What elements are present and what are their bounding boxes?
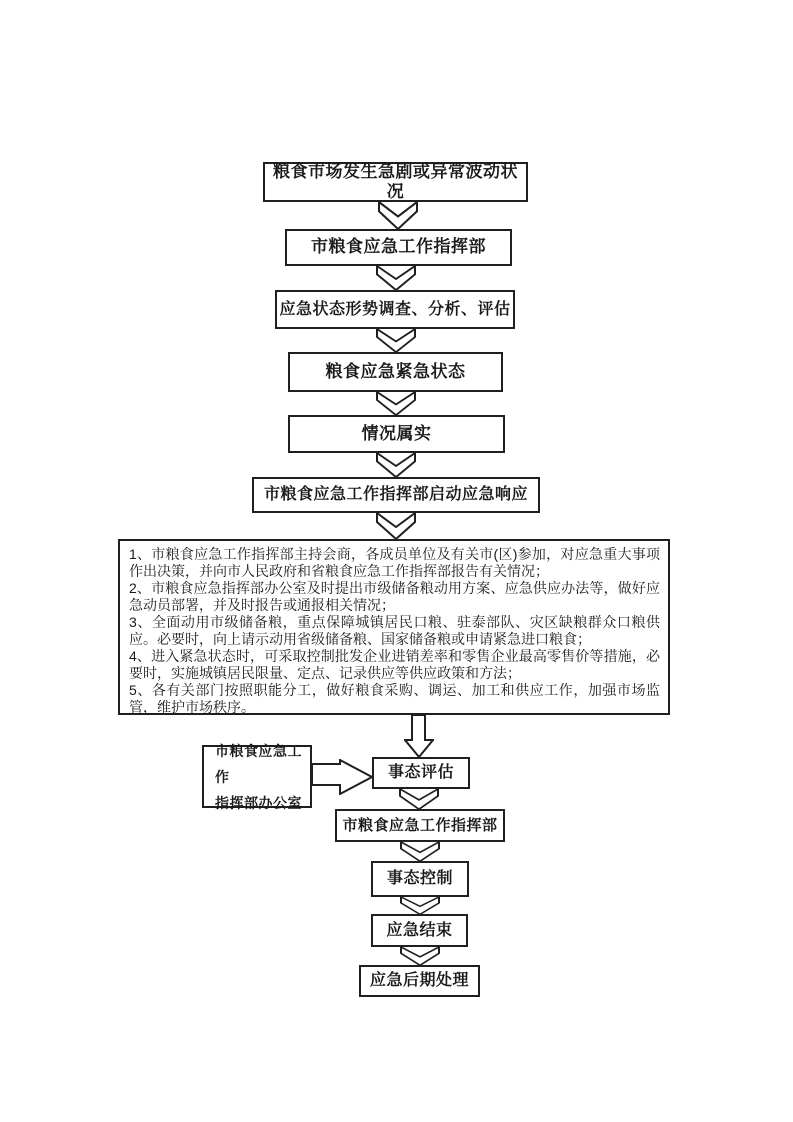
chevron-down-arrow-icon-7 <box>397 789 441 810</box>
chevron-down-arrow-icon-5 <box>374 453 418 478</box>
chevron-down-arrow-icon-9 <box>398 897 442 915</box>
flow-node-response-measures <box>118 539 670 715</box>
hq-office-line2: 指挥部办公室 <box>215 794 302 811</box>
measure-item-2: 2、市粮食应急指挥部办公室及时提出市级储备粮动用方案、应急供应办法等，做好应急动员部署，并及时报告或通报相关情况； <box>129 580 660 613</box>
hq-office-line1: 市粮食应急工作 <box>215 742 302 785</box>
flow-node-situation-evaluation: 事态评估 <box>372 757 470 789</box>
chevron-down-arrow-icon-6 <box>374 513 418 540</box>
chevron-down-arrow-icon-10 <box>398 947 442 966</box>
flow-node-situation-confirmed: 情况属实 <box>288 415 505 453</box>
chevron-down-arrow-icon-2 <box>374 266 418 291</box>
measure-item-5: 5、各有关部门按照职能分工，做好粮食采购、调运、加工和供应工作，加强市场监管，维护市场秩序。 <box>129 682 660 715</box>
flow-node-activate-response: 市粮食应急工作指挥部启动应急响应 <box>252 477 540 513</box>
chevron-down-arrow-icon-3 <box>374 329 418 353</box>
measure-item-3: 3、全面动用市级储备粮，重点保障城镇居民口粮、驻泰部队、灾区缺粮群众口粮供应。必要时，向上请示动用省级储备粮、国家储备粮或申请紧急进口粮食； <box>129 614 660 647</box>
block-down-arrow-icon <box>404 715 434 758</box>
measure-item-1: 1、市粮食应急工作指挥部主持会商，各成员单位及有关市(区)参加，对应急重大事项作出决策，并向市人民政府和省粮食应急工作指挥部报告有关情况； <box>129 546 660 579</box>
flow-node-command-hq: 市粮食应急工作指挥部 <box>285 229 512 266</box>
flow-node-hq-office <box>202 742 312 811</box>
flow-node-post-processing: 应急后期处理 <box>359 965 480 997</box>
block-right-arrow-icon <box>312 759 373 795</box>
flow-node-command-hq-2: 市粮食应急工作指挥部 <box>335 809 505 842</box>
flow-node-market-fluctuation: 粮食市场发生急剧或异常波动状况 <box>263 162 528 202</box>
flow-node-response-end: 应急结束 <box>371 914 468 947</box>
chevron-down-arrow-icon-4 <box>374 392 418 416</box>
flow-node-assessment: 应急状态形势调查、分析、评估 <box>275 290 515 329</box>
measure-item-4: 4、进入紧急状态时，可采取控制批发企业进销差率和零售企业最高零售价等措施，必要时，实施城镇居民限量、定点、记录供应等供应政策和方法； <box>129 648 660 681</box>
hq-office-label <box>215 738 310 816</box>
flow-node-emergency-state: 粮食应急紧急状态 <box>288 352 503 392</box>
flow-node-situation-control: 事态控制 <box>371 861 469 897</box>
chevron-down-arrow-icon-1 <box>376 202 420 230</box>
chevron-down-arrow-icon-8 <box>398 842 442 862</box>
